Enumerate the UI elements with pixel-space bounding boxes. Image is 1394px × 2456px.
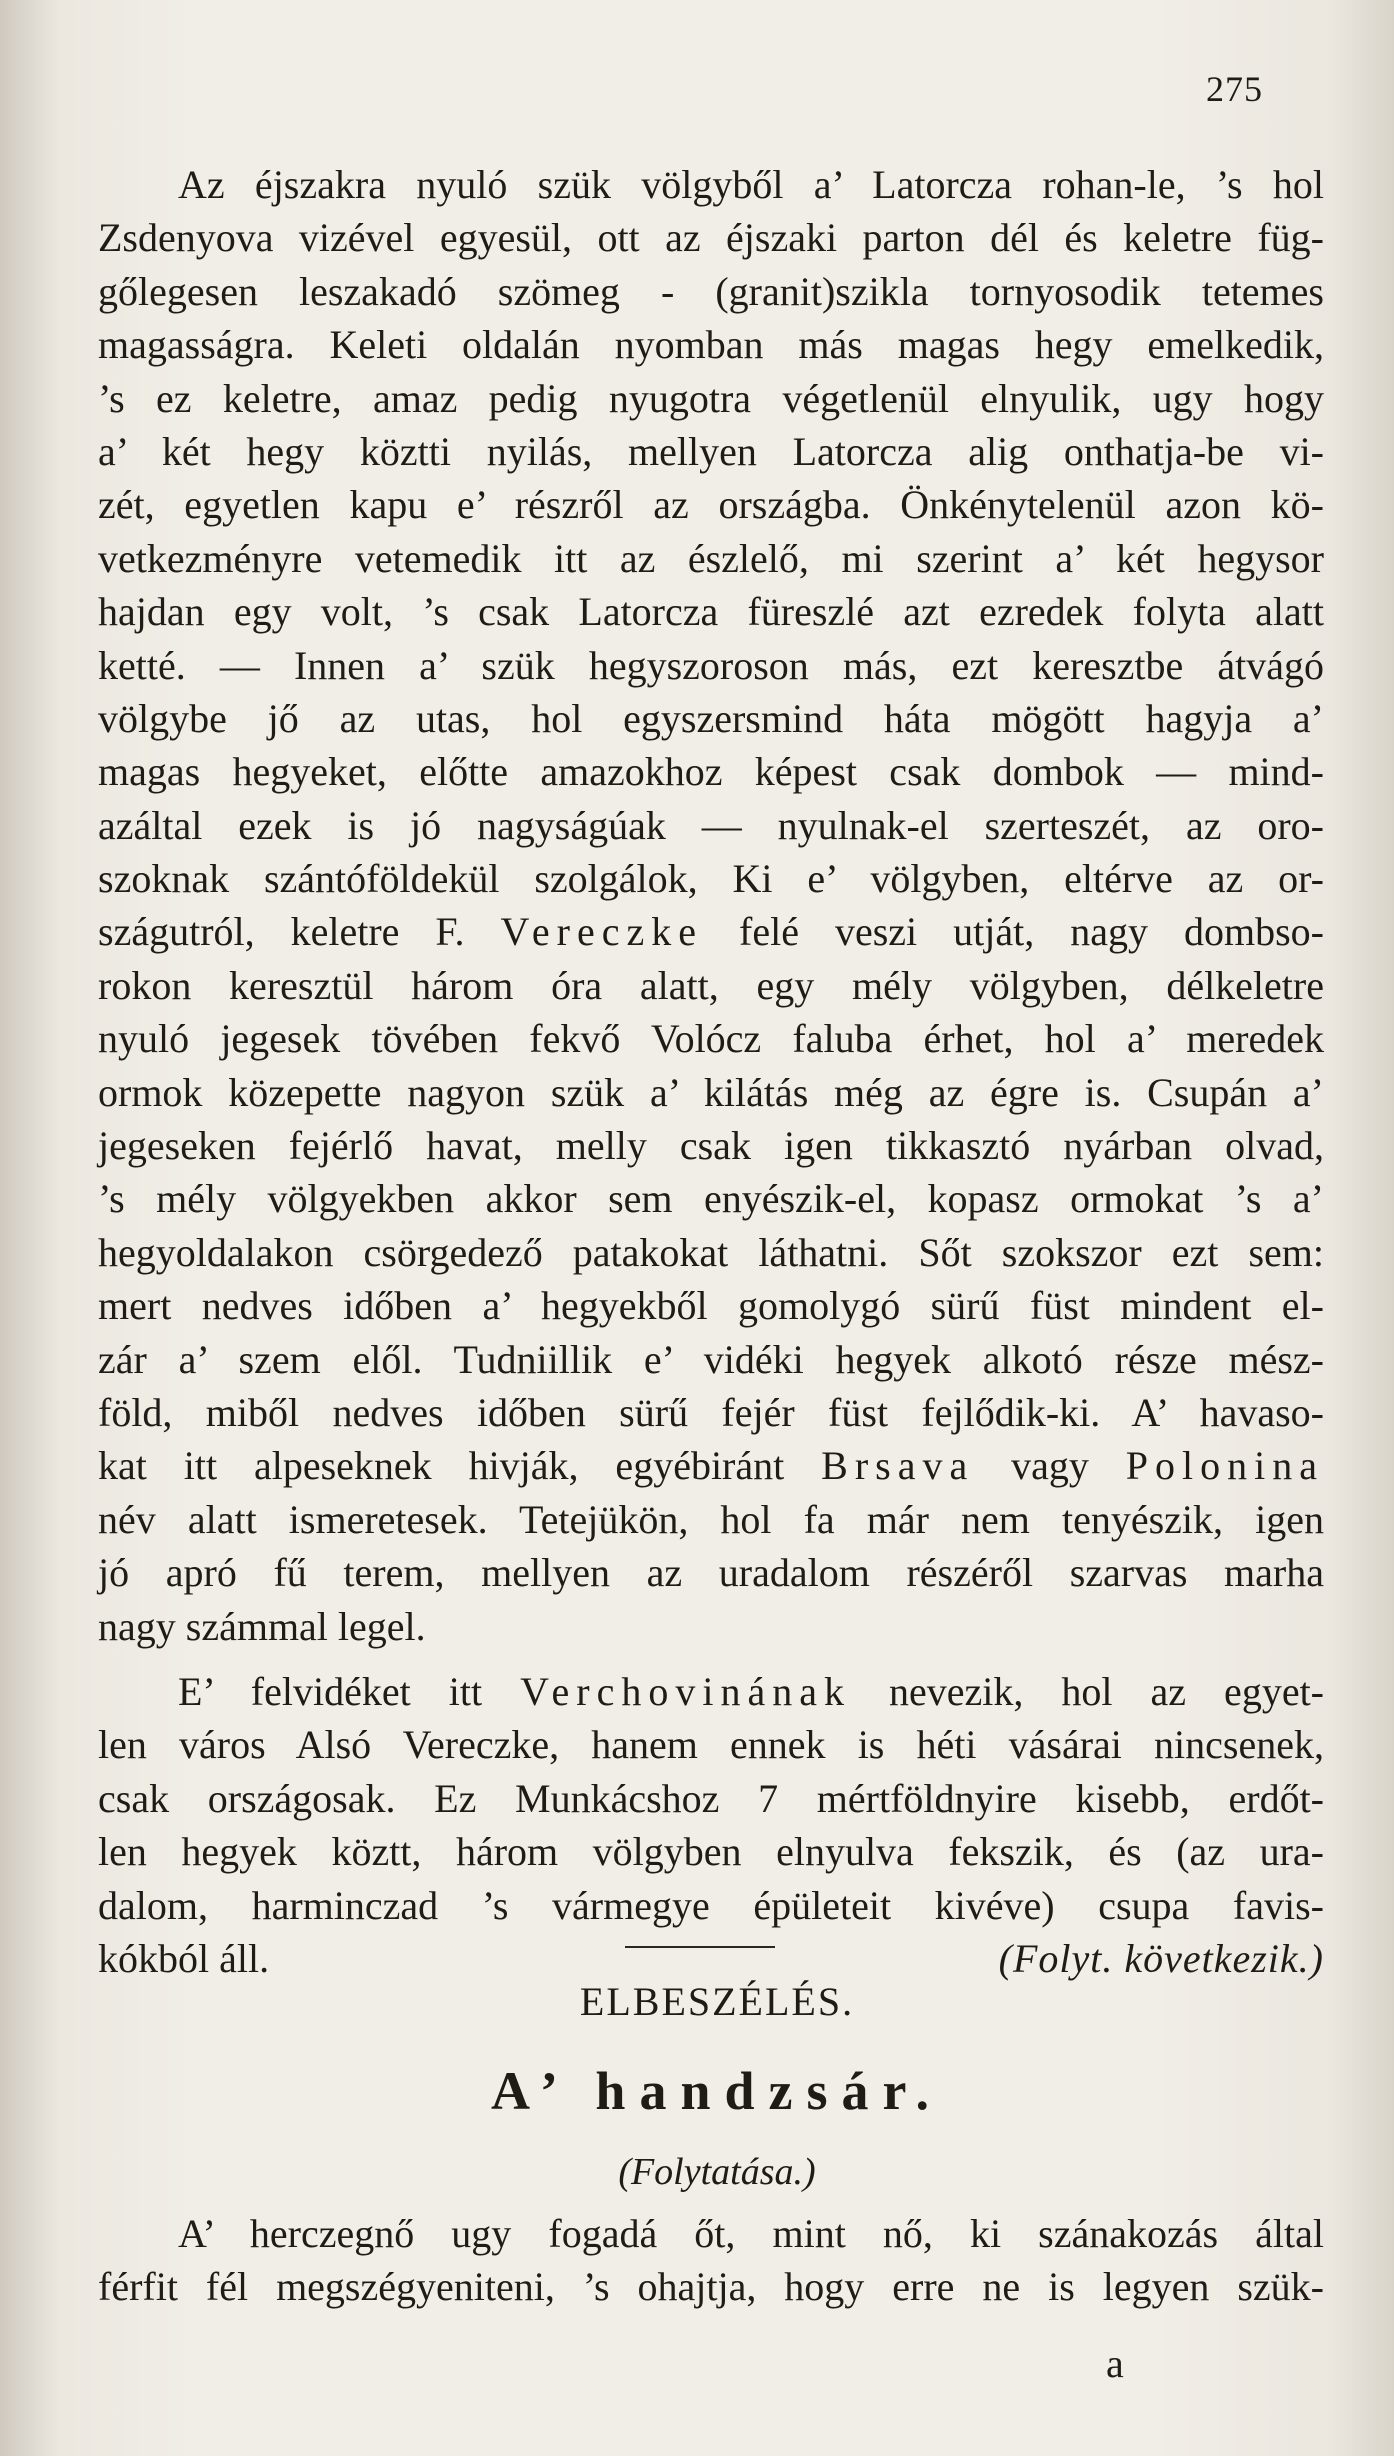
text-line: jegeseken fejérlő havat, melly csak igen tikkasztó nyárban olvad, <box>98 1123 1324 1169</box>
text-line: jó apró fű terem, mellyen az uradalom részéről szarvas marha <box>98 1550 1324 1596</box>
text-line: rokon keresztül három óra alatt, egy mély völgyben, délkeletre <box>98 962 1324 1008</box>
text-line: magas hegyeket, előtte amazokhoz képest csak dombok — mind- <box>98 749 1324 795</box>
text-line: hajdan egy volt, ’s csak Latorcza füreszlé azt ezredek folyta alatt <box>98 589 1324 635</box>
paragraph-3 <box>98 2207 1324 2314</box>
travel-text-block <box>98 158 1324 1653</box>
paragraph-1-part-a <box>98 158 1324 905</box>
text-line: A’ herczegnő ugy fogadá őt, mint nő, ki szánakozás által <box>178 2211 1324 2256</box>
text-line: E’ felvidéket itt Verchovinának nevezik, hol az egyet- <box>178 1669 1324 1714</box>
text-line: len város Alsó Vereczke, hanem ennek is héti vásárai nincsenek, <box>98 1722 1324 1768</box>
page-number: 275 <box>1206 69 1263 109</box>
text-line: Zsdenyova vizével egyesül, ott az éjszaki parton dél és keletre füg- <box>98 215 1324 261</box>
text-line: csak országosak. Ez Munkácshoz 7 mértföldnyire kisebb, erdőt- <box>98 1775 1324 1821</box>
text-line: ormok közepette nagyon szük a’ kilátás még az égre is. Csupán a’ <box>98 1069 1324 1115</box>
text-line: dalom, harminczad ’s vármegye épületeit kivéve) csupa favis- <box>98 1882 1324 1928</box>
story-title: A’ handzsár. <box>490 2061 944 2121</box>
text-line: gőlegesen leszakadó szömeg - (granit)szikla tornyosodik tetemes <box>98 268 1324 314</box>
text-line: név alatt ismeretesek. Tetejükön, hol fa már nem tenyészik, igen <box>98 1496 1324 1542</box>
text-line: kat itt alpeseknek hivják, egyébiránt Brsava vagy Polonina <box>98 1443 1324 1489</box>
text-line: zár a’ szem elől. Tudniillik e’ vidéki hegyek alkotó része mész- <box>98 1336 1324 1382</box>
text-line: férfit fél megszégyeniteni, ’s ohajtja, hogy erre ne is legyen szük- <box>98 2264 1324 2310</box>
term-brsava: Brsava <box>821 1443 975 1489</box>
term-verchovina: Verchovinának <box>520 1669 851 1714</box>
text-line: nyuló jegesek tövében fekvő Volócz faluba érhet, hol a’ meredek <box>98 1016 1324 1062</box>
place-name-vereczke: Vereczke <box>500 909 704 955</box>
paragraph-2 <box>98 1665 1324 1985</box>
text-line: zét, egyetlen kapu e’ részről az országba. Önkénytelenül azon kö- <box>98 482 1324 528</box>
continued-note: (Folyt. következik.) <box>998 1935 1324 1981</box>
term-polonina: Polonina <box>1125 1443 1324 1489</box>
catchword: a <box>1106 2341 1124 2386</box>
paragraph-1-last-line: nagy számmal legel. <box>98 1603 426 1649</box>
paragraph-2-lines <box>98 1718 1324 1932</box>
text-line: völgybe jő az utas, hol egyszersmind háta mögött hagyja a’ <box>98 695 1324 741</box>
section-heading: ELBESZÉLÉS. <box>579 1979 855 2024</box>
text-line: azáltal ezek is jó nagyságúak — nyulnak-el szerteszét, az oro- <box>98 802 1324 848</box>
text-line: len hegyek köztt, három völgyben elnyulva fekszik, és (az ura- <box>98 1829 1324 1875</box>
text-line: a’ két hegy köztti nyilás, mellyen Latorcza alig onthatja-be vi- <box>98 428 1324 474</box>
paragraph-2-last-line: kókból áll. (Folyt. következik.) <box>98 1932 1324 1985</box>
text-line: szoknak szántóföldekül szolgálok, Ki e’ völgyben, eltérve az or- <box>98 856 1324 902</box>
text-line: vetkezményre vetemedik itt az észlelő, mi szerint a’ két hegysor <box>98 535 1324 581</box>
text-line: föld, miből nedves időben sürű fejér füst fejlődik-ki. A’ havaso- <box>98 1389 1324 1435</box>
text-line: hegyoldalakon csörgedező patakokat láthatni. Sőt szokszor ezt sem: <box>98 1229 1324 1275</box>
text-line: ’s mély völgyekben akkor sem enyészik-el, kopasz ormokat ’s a’ <box>98 1176 1324 1222</box>
paragraph-1-part-b <box>98 959 1324 1440</box>
text-line: mert nedves időben a’ hegyekből gomolygó sürű füst mindent el- <box>98 1283 1324 1329</box>
paragraph-1-part-c <box>98 1493 1324 1600</box>
story-subtitle: (Folytatása.) <box>618 2151 816 2193</box>
text-line: magasságra. Keleti oldalán nyomban más magas hegy emelkedik, <box>98 322 1324 368</box>
text-line: Az éjszakra nyuló szük völgyből a’ Latorcza rohan-le, ’s hol <box>178 162 1324 207</box>
text-line: ketté. — Innen a’ szük hegyszoroson más, ezt keresztbe átvágó <box>98 642 1324 688</box>
text-line: ’s ez keletre, amaz pedig nyugotra végetlenül elnyulik, ugy hogy <box>98 375 1324 421</box>
text-line: szágutról, keletre F. Vereczke felé veszi utját, nagy dombso- <box>98 909 1324 955</box>
section-divider <box>625 1946 775 1948</box>
